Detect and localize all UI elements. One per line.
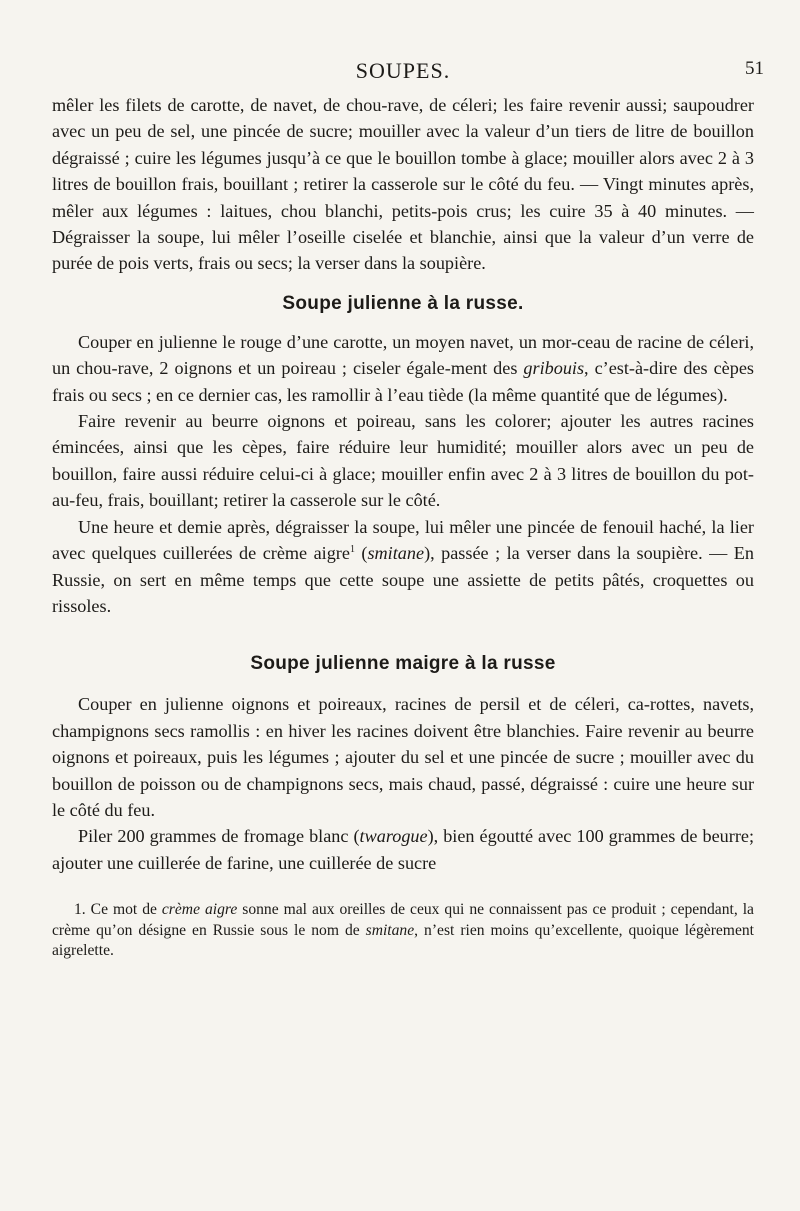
text-run: 1. Ce mot de (74, 901, 162, 919)
footnote-marker: 1 (349, 544, 355, 556)
text-run: ( (354, 543, 368, 564)
page-number: 51 (745, 58, 764, 79)
text-run: Une heure et demie après, dégraisser la soupe, lui mêler une pincée de fenouil haché, la lier avec quelques cuillerées de crème aigre (52, 516, 754, 564)
text-run: Piler 200 grammes de fromage blanc ( (78, 826, 360, 847)
italic-term: smitane (367, 543, 425, 564)
text-run: , n’est rien moins qu’excellente, quoique légèrement aigrelette. (52, 921, 754, 960)
text-run: ), passée ; la verser dans la soupière. — En Russie, on sert en même temps que cette soupe une assiette de petits pâtés, croquettes ou rissoles. (52, 543, 754, 616)
section1-paragraph-1 (52, 329, 754, 408)
book-page (52, 58, 764, 962)
section1-paragraph-2: Faire revenir au beurre oignons et poireau, sans les colorer; ajouter les autres racines émincées, ainsi que les cèpes, faire réduire leur humidité; mouiller alors avec un peu de bouillon, faire aussi réduire celui-ci à glace; mouiller enfin avec 2 à 3 litres de bouillon du pot-au-feu, frais, bouillant; retirer la casserole sur le côté. (52, 411, 754, 511)
text-run: ), bien égoutté avec 100 grammes de beurre; ajouter une cuillerée de farine, une cuillerée de sucre (52, 826, 755, 873)
text-run: , c’est-à-dire des cèpes frais ou secs ; en ce dernier cas, les ramollir à l’eau tiède (la même quantité que de légumes). (52, 358, 754, 405)
section2-paragraph-2 (52, 823, 754, 876)
footnote-text (52, 900, 754, 962)
italic-term: smitane (365, 921, 415, 939)
italic-term: gribouis (523, 358, 585, 379)
running-head (52, 58, 764, 86)
text-run: Couper en julienne le rouge d’une carotte, un moyen navet, un mor-ceau de racine de céleri, un chou-rave, 2 oignons et un poireau ; ciseler égale-ment des (52, 331, 754, 379)
intro-paragraph: mêler les filets de carotte, de navet, de chou-rave, de céleri; les faire revenir aussi; saupoudrer avec un peu de sel, une pincée de sucre; mouiller avec la valeur d’un tiers de litre de bouillon dégraissé ; cuire les légumes jusqu’à ce que le bouillon tombe à glace; mouiller alors avec 2 à 3 litres de bouillon frais, bouillant ; retirer la casserole sur le côté du feu. — Vingt minutes après, mêler aux légumes : laitues, chou blanchi, petits-pois crus; les cuire 35 à 40 minutes. — Dégraisser la soupe, lui mêler l’oseille ciselée et blanchie, ainsi que la valeur d’un verre de purée de pois verts, frais ou secs; la verser dans la soupière. (52, 95, 754, 274)
italic-term: twarogue (359, 826, 428, 847)
body-text (52, 92, 754, 876)
footnote (52, 900, 754, 962)
italic-term: crème aigre (161, 901, 238, 919)
section-heading-julienne-maigre: Soupe julienne maigre à la russe (250, 653, 556, 675)
section1-paragraph-3 (52, 514, 754, 620)
page-title: SOUPES. (355, 58, 451, 83)
section2-paragraph-1: Couper en julienne oignons et poireaux, racines de persil et de céleri, ca-rottes, navets, champignons secs ramollis : en hiver les racines doivent être blanchies. Faire revenir au beurre oignons et poireaux, puis les légumes ; ajouter du sel et une pincée de sucre ; mouiller avec du bouillon de poisson ou de champignons secs, mais chaud, passé, dégraissé : cuire une heure sur le côté du feu. (52, 694, 754, 820)
text-run: sonne mal aux oreilles de ceux qui ne connaissent pas ce produit ; cependant, la crème qu’on désigne en Russie sous le nom de (52, 901, 754, 939)
section-heading-julienne-russe: Soupe julienne à la russe. (282, 292, 524, 314)
